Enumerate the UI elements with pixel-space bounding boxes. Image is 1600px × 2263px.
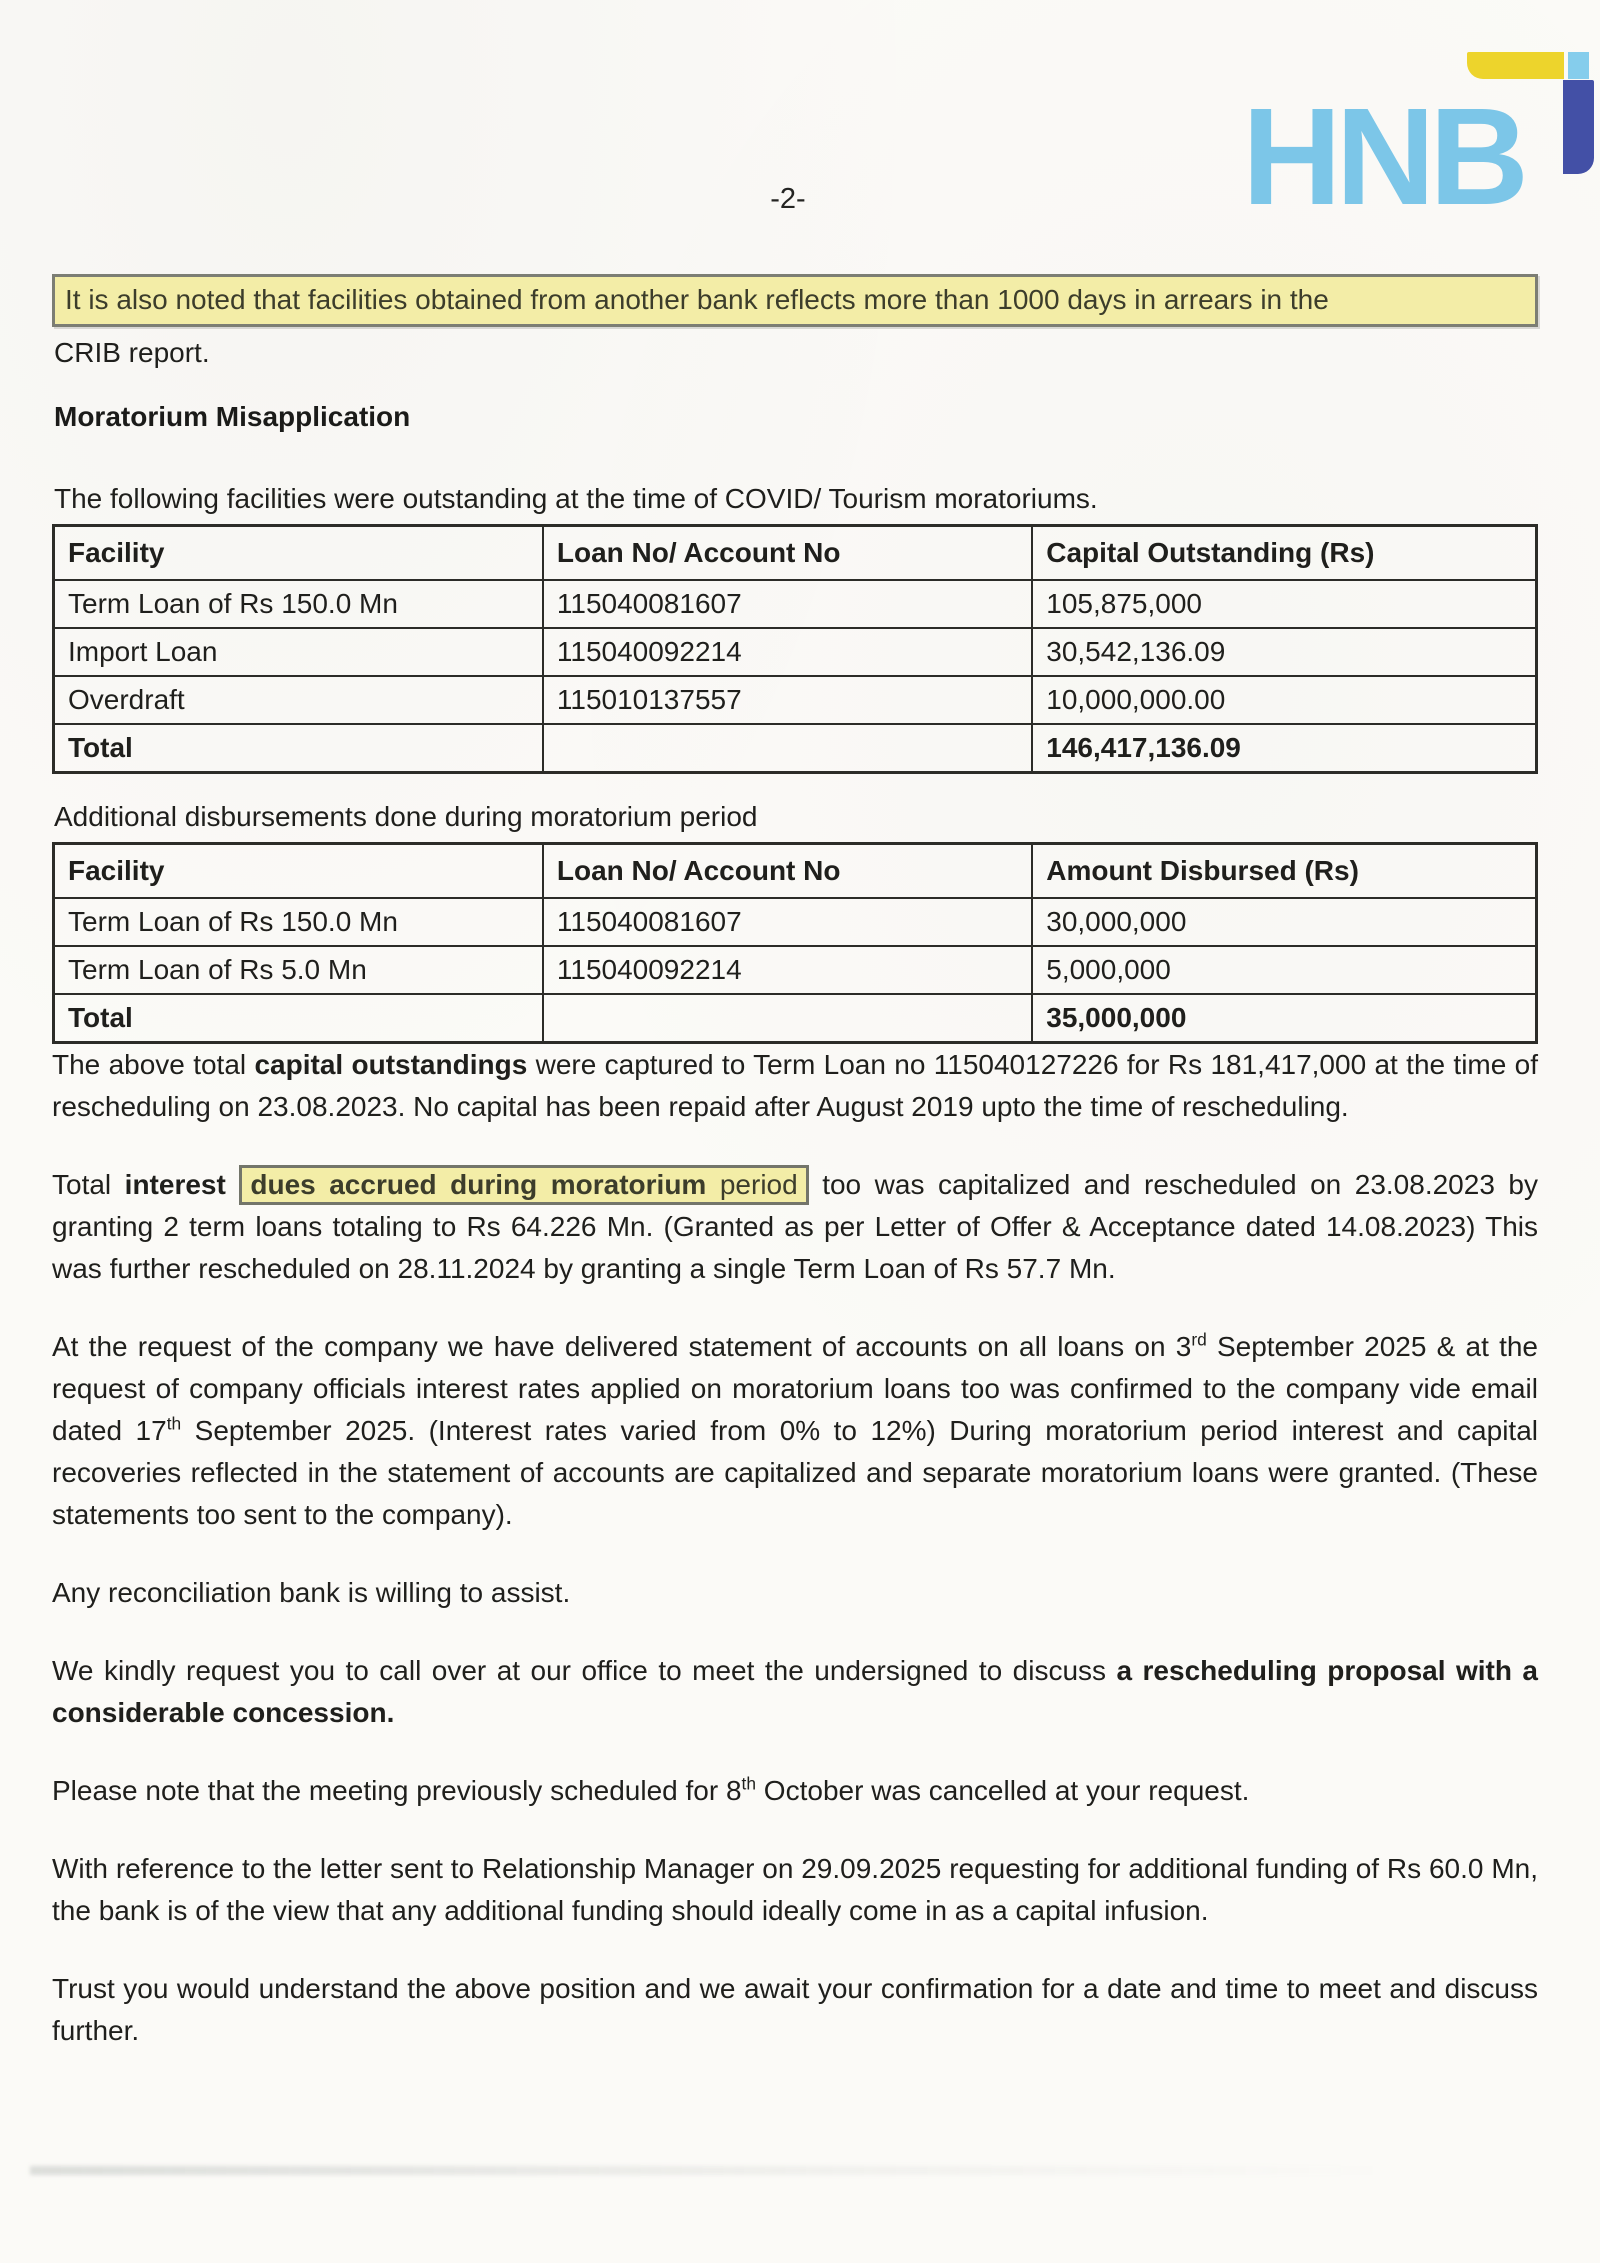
table-cell: 115040081607 — [543, 580, 1032, 628]
hnb-logo-mark-lightblue-square — [1568, 52, 1589, 79]
text-segment: Trust you would understand the above position and we await your confirmation for a date and time to meet and discuss further. — [52, 1973, 1538, 2046]
paragraph-capital-outstandings — [52, 1044, 1538, 1128]
highlighted-note: It is also noted that facilities obtained from another bank reflects more than 1000 days in arrears in the — [52, 274, 1538, 327]
hnb-logo-text: HNB — [1242, 80, 1523, 234]
table-header-row — [54, 844, 1537, 899]
text-segment: Any reconciliation bank is willing to assist. — [52, 1577, 571, 1608]
table-cell: Total — [54, 994, 543, 1043]
table-cell: Overdraft — [54, 676, 543, 724]
table-row — [54, 628, 1537, 676]
column-header: Facility — [54, 844, 543, 899]
text-segment: September 2025 & at the request of company officials interest rates applied on moratorium loans too was confirmed to the company vide email dated 17 — [52, 1331, 1538, 1446]
table-cell: 30,000,000 — [1032, 898, 1536, 946]
table-cell — [543, 994, 1032, 1043]
scan-artifact — [30, 2166, 1460, 2175]
outstanding-facilities-table — [52, 524, 1538, 774]
column-header: Amount Disbursed (Rs) — [1032, 844, 1536, 899]
table-row — [54, 946, 1537, 994]
text-segment: October was cancelled at your request. — [756, 1775, 1250, 1806]
text-segment — [226, 1169, 240, 1200]
paragraph-interest-dues — [52, 1164, 1538, 1290]
letter-body — [52, 274, 1538, 2052]
paragraph-meeting-cancelled — [52, 1770, 1538, 1812]
superscript: th — [166, 1413, 182, 1434]
page-number: -2- — [770, 183, 806, 215]
table-cell: 35,000,000 — [1032, 994, 1536, 1043]
table-cell: 105,875,000 — [1032, 580, 1536, 628]
text-segment: period — [706, 1169, 798, 1200]
text-segment: With reference to the letter sent to Relationship Manager on 29.09.2025 requesting for additional funding of Rs 60.0 Mn, the bank is of the view that any additional funding should ideally come in as a capital infusion. — [52, 1853, 1538, 1926]
text-segment: capital outstandings — [254, 1049, 528, 1080]
paragraph-closing — [52, 1968, 1538, 2052]
paragraph-reconciliation — [52, 1572, 1538, 1614]
table-row — [54, 580, 1537, 628]
text-segment: dues accrued during moratorium — [250, 1169, 707, 1200]
table-cell: 115040092214 — [543, 628, 1032, 676]
table-cell: 115010137557 — [543, 676, 1032, 724]
table-header-row — [54, 526, 1537, 581]
table-row — [54, 724, 1537, 773]
superscript: rd — [1191, 1329, 1207, 1350]
superscript: th — [741, 1773, 757, 1794]
table-cell: Term Loan of Rs 5.0 Mn — [54, 946, 543, 994]
text-segment: September 2025. (Interest rates varied from 0% to 12%) During moratorium period interest and capital recoveries reflected in the statement of accounts are capitalized and separate moratorium loans were granted. (These statements too sent to the company). — [52, 1415, 1538, 1530]
hnb-logo-mark-yellow-bar — [1467, 52, 1564, 79]
column-header: Facility — [54, 526, 543, 581]
table-cell: 115040081607 — [543, 898, 1032, 946]
text-segment: Please note that the meeting previously scheduled for 8 — [52, 1775, 742, 1806]
text-segment: We kindly request you to call over at our office to meet the undersigned to discuss — [52, 1655, 1117, 1686]
disbursement-table-intro: Additional disbursements done during moratorium period — [54, 801, 758, 832]
table-cell: 10,000,000.00 — [1032, 676, 1536, 724]
text-segment: interest — [124, 1169, 226, 1200]
paragraph-additional-funding — [52, 1848, 1538, 1932]
column-header: Loan No/ Account No — [543, 526, 1032, 581]
paragraph-statements-delivered — [52, 1326, 1538, 1536]
section-heading: Moratorium Misapplication — [54, 401, 411, 432]
text-segment: too was capitalized and rescheduled on 23.08.2023 by granting 2 term loans totaling to Rs 64.226 Mn. (Granted as per Letter of Offer & Acceptance dated 14.08.2023) This was further rescheduled on 28.11.2024 by granting a single Term Loan of Rs 57.7 Mn. — [52, 1169, 1538, 1284]
table-cell: Total — [54, 724, 543, 773]
text-segment: a rescheduling proposal with a considerable concession. — [52, 1655, 1538, 1728]
table-row — [54, 994, 1537, 1043]
column-header: Loan No/ Account No — [543, 844, 1032, 899]
disbursement-table — [52, 842, 1538, 1044]
table-cell: 146,417,136.09 — [1032, 724, 1536, 773]
table-cell: 5,000,000 — [1032, 946, 1536, 994]
text-segment: At the request of the company we have delivered statement of accounts on all loans on 3 — [52, 1331, 1192, 1362]
paragraph-meeting-request — [52, 1650, 1538, 1734]
table-cell — [543, 724, 1032, 773]
text-segment: were captured to Term Loan no 115040127226 for Rs 181,417,000 at the time of rescheduling on 23.08.2023. No capital has been repaid after August 2019 upto the time of rescheduling. — [52, 1049, 1539, 1122]
table-row — [54, 676, 1537, 724]
inline-highlight — [239, 1165, 808, 1205]
text-segment: Total — [52, 1169, 125, 1200]
table-cell: 30,542,136.09 — [1032, 628, 1536, 676]
table-row — [54, 898, 1537, 946]
table-cell: Term Loan of Rs 150.0 Mn — [54, 580, 543, 628]
column-header: Capital Outstanding (Rs) — [1032, 526, 1536, 581]
table-cell: Import Loan — [54, 628, 543, 676]
table-cell: 115040092214 — [543, 946, 1032, 994]
table-cell: Term Loan of Rs 150.0 Mn — [54, 898, 543, 946]
text-segment: The above total — [52, 1049, 255, 1080]
highlighted-note-continuation: CRIB report. — [54, 337, 210, 368]
outstanding-table-intro: The following facilities were outstanding at the time of COVID/ Tourism moratoriums. — [54, 483, 1098, 514]
hnb-logo-mark-darkblue-bar — [1563, 80, 1594, 174]
